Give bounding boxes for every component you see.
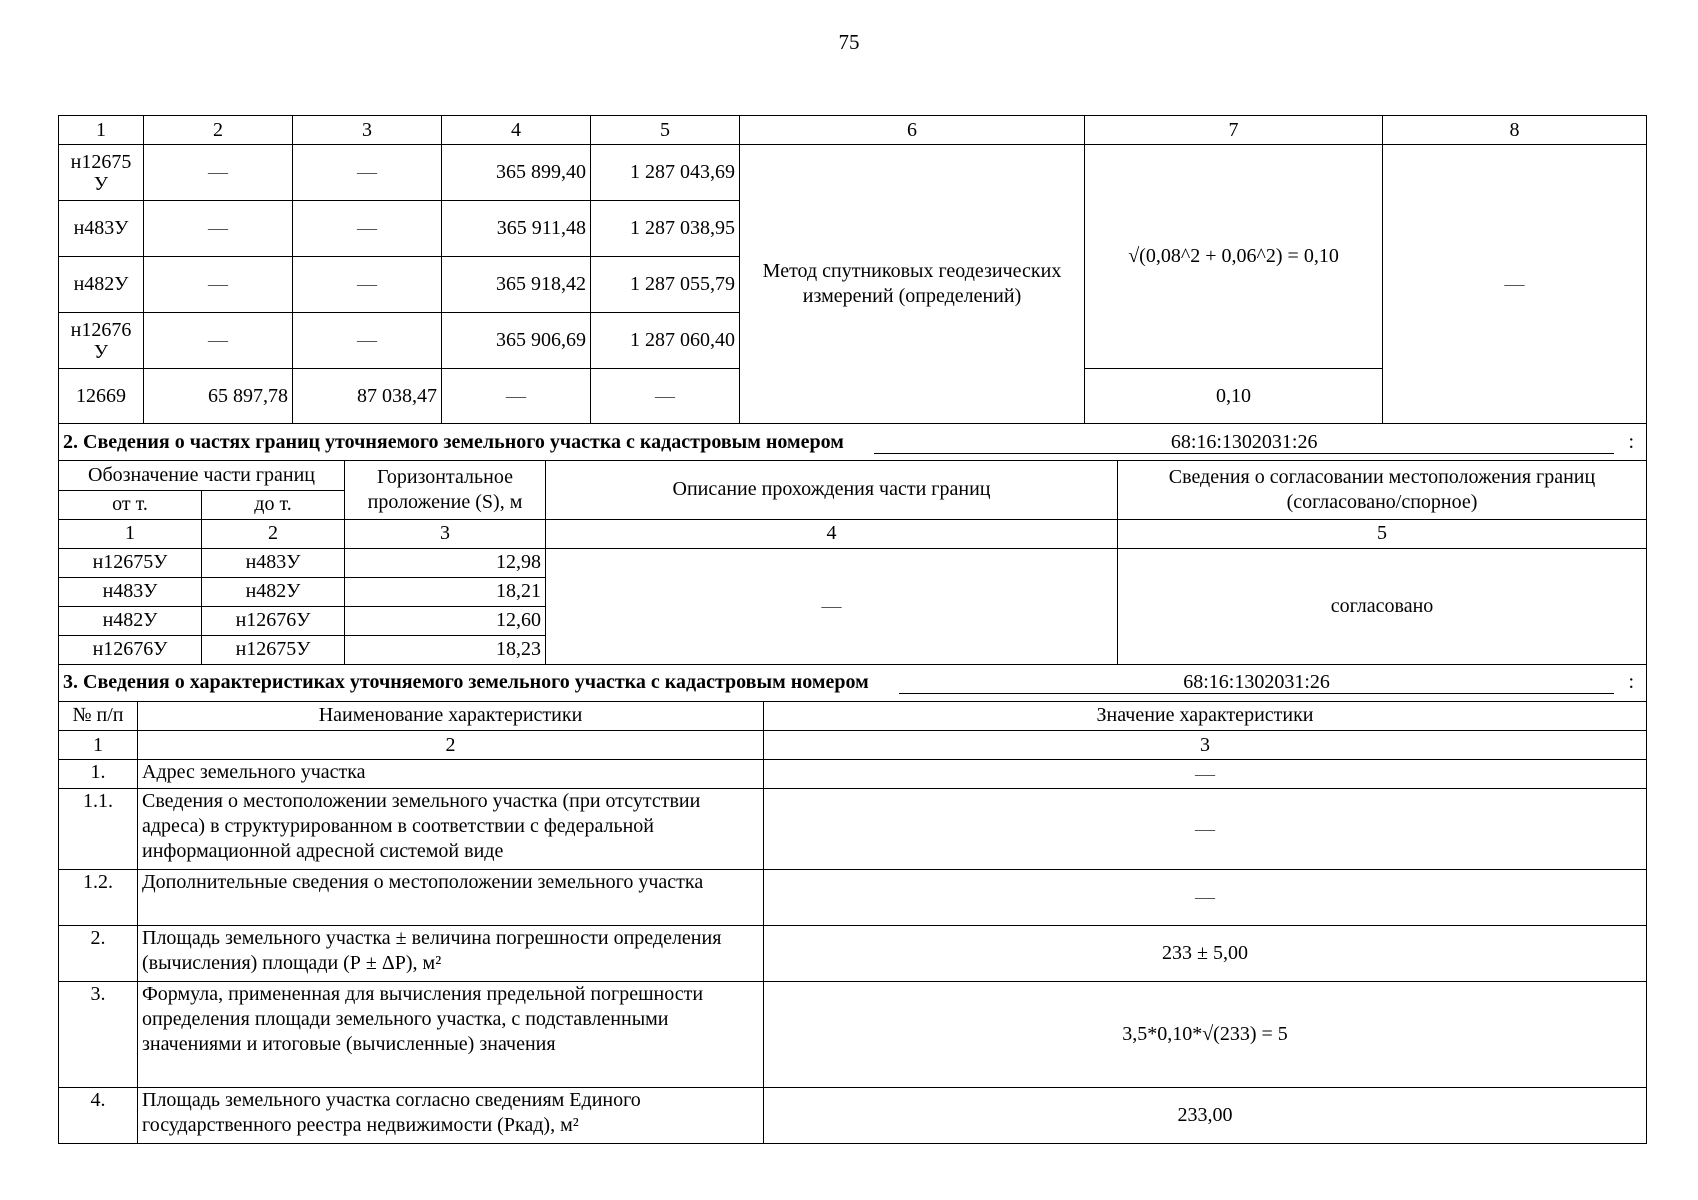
col-header-8: 8	[1383, 116, 1647, 145]
boundary-parts-table	[58, 461, 1647, 702]
col-header-1: 1	[59, 116, 144, 145]
characteristic-value: 233 ± 5,00	[764, 926, 1647, 982]
designation-header: Обозначение части границ	[59, 461, 345, 490]
cell-value: —	[293, 257, 442, 313]
characteristic-name: Сведения о местоположении земельного участка (при отсутствии адреса) в структурированном в соответствии с федеральной информационной адресной системой виде	[138, 789, 764, 870]
table-row	[59, 789, 1647, 870]
value-header: Значение характеристики	[764, 702, 1647, 731]
cell-value: 65 897,78	[144, 369, 293, 424]
characteristic-value: 233,00	[764, 1088, 1647, 1144]
col-number: 1	[59, 519, 202, 548]
characteristic-name: Формула, примененная для вычисления предельной погрешности определения площади земельного участка, с подставленными значениями и итоговые (вычисленные) значения	[138, 982, 764, 1088]
description-header: Описание прохождения части границ	[546, 461, 1118, 519]
num-header: № п/п	[59, 702, 138, 731]
coord-y: 1 287 055,79	[591, 257, 740, 313]
col-header-2: 2	[144, 116, 293, 145]
name-header: Наименование характеристики	[138, 702, 764, 731]
to-point: н12676У	[202, 606, 345, 635]
document-sheet	[58, 115, 1646, 1144]
from-point: н482У	[59, 606, 202, 635]
table-row	[59, 548, 1647, 577]
coordinates-table	[58, 115, 1647, 461]
table-row	[59, 461, 1647, 490]
characteristic-value: —	[764, 760, 1647, 789]
section-3-title-bar	[59, 670, 1646, 695]
characteristic-name: Дополнительные сведения о местоположении земельного участка	[138, 870, 764, 926]
coord-y: 1 287 038,95	[591, 201, 740, 257]
coord-x: 365 899,40	[442, 145, 591, 201]
point-name: 12669	[59, 369, 144, 424]
row-number: 1.	[59, 760, 138, 789]
table-row	[59, 145, 1647, 201]
section-2-colon: :	[1628, 430, 1634, 453]
col-header-7: 7	[1085, 116, 1383, 145]
section-2-title: 2. Сведения о частях границ уточняемого земельного участка с кадастровым номером	[63, 430, 844, 453]
characteristics-table	[58, 702, 1647, 1145]
accuracy-value: 0,10	[1085, 369, 1383, 424]
row-number: 4.	[59, 1088, 138, 1144]
table-row	[59, 519, 1647, 548]
col-number: 3	[345, 519, 546, 548]
table-row	[59, 926, 1647, 982]
characteristic-name: Площадь земельного участка согласно сведениям Единого государственного реестра недвижимости (Ркад), м²	[138, 1088, 764, 1144]
to-point: н483У	[202, 548, 345, 577]
row-number: 1.2.	[59, 870, 138, 926]
table-row	[59, 1088, 1647, 1144]
characteristic-name: Площадь земельного участка ± величина погрешности определения (вычисления) площади (Р ± ΔР), м²	[138, 926, 764, 982]
section-2-cadastral-number: 68:16:1302031:26	[874, 431, 1615, 454]
agreement-value: согласовано	[1118, 548, 1647, 664]
section-3-title: 3. Сведения о характеристиках уточняемого земельного участка с кадастровым номером	[63, 671, 869, 693]
horizontal-value: 12,98	[345, 548, 546, 577]
agreement-header: Сведения о согласовании местоположения границ (согласовано/спорное)	[1118, 461, 1647, 519]
row-number: 1.1.	[59, 789, 138, 870]
horizontal-header: Горизонтальное проложение (S), м	[345, 461, 546, 519]
point-name: н12676 У	[59, 313, 144, 369]
coord-x: 365 911,48	[442, 201, 591, 257]
to-point: н482У	[202, 577, 345, 606]
col-header-4: 4	[442, 116, 591, 145]
coord-x: 365 918,42	[442, 257, 591, 313]
horizontal-value: 12,60	[345, 606, 546, 635]
page-number: 75	[838, 30, 860, 54]
table-row	[59, 731, 1647, 760]
point-name: н12675 У	[59, 145, 144, 201]
table-row	[59, 870, 1647, 926]
col-header-6: 6	[740, 116, 1085, 145]
coord-y: —	[591, 369, 740, 424]
characteristic-value: 3,5*0,10*√(233) = 5	[764, 982, 1647, 1088]
col-number: 1	[59, 731, 138, 760]
table-row	[59, 702, 1647, 731]
coord-y: 1 287 060,40	[591, 313, 740, 369]
from-header: от т.	[59, 490, 202, 519]
to-point: н12675У	[202, 635, 345, 664]
characteristic-name: Адрес земельного участка	[138, 760, 764, 789]
section-3-colon: :	[1628, 671, 1634, 693]
row-number: 2.	[59, 926, 138, 982]
row-number: 3.	[59, 982, 138, 1088]
point-name: н483У	[59, 201, 144, 257]
section-3-cadastral-number: 68:16:1302031:26	[899, 671, 1615, 694]
description-value: —	[546, 548, 1118, 664]
col-number: 5	[1118, 519, 1647, 548]
method-cell: Метод спутниковых геодезических измерений (определений)	[740, 145, 1085, 424]
col8-value: —	[1383, 145, 1647, 424]
characteristic-value: —	[764, 870, 1647, 926]
col-number: 2	[202, 519, 345, 548]
cell-value: —	[144, 201, 293, 257]
section-2-title-row	[59, 424, 1647, 461]
coord-y: 1 287 043,69	[591, 145, 740, 201]
coord-x: —	[442, 369, 591, 424]
col-header-5: 5	[591, 116, 740, 145]
horizontal-value: 18,23	[345, 635, 546, 664]
col-number: 2	[138, 731, 764, 760]
col-number: 3	[764, 731, 1647, 760]
col-number: 4	[546, 519, 1118, 548]
from-point: н483У	[59, 577, 202, 606]
accuracy-formula: √(0,08^2 + 0,06^2) = 0,10	[1085, 145, 1383, 369]
coord-x: 365 906,69	[442, 313, 591, 369]
cell-value: —	[293, 201, 442, 257]
section-2-title-bar	[59, 430, 1646, 455]
col-header-3: 3	[293, 116, 442, 145]
from-point: н12675У	[59, 548, 202, 577]
cell-value: —	[293, 313, 442, 369]
to-header: до т.	[202, 490, 345, 519]
cell-value: —	[144, 257, 293, 313]
horizontal-value: 18,21	[345, 577, 546, 606]
cell-value: —	[144, 313, 293, 369]
cell-value: 87 038,47	[293, 369, 442, 424]
section-3-title-row	[59, 664, 1647, 701]
from-point: н12676У	[59, 635, 202, 664]
characteristic-value: —	[764, 789, 1647, 870]
table-row	[59, 760, 1647, 789]
table-row	[59, 982, 1647, 1088]
cell-value: —	[144, 145, 293, 201]
coordinates-header-row	[59, 116, 1647, 145]
point-name: н482У	[59, 257, 144, 313]
cell-value: —	[293, 145, 442, 201]
